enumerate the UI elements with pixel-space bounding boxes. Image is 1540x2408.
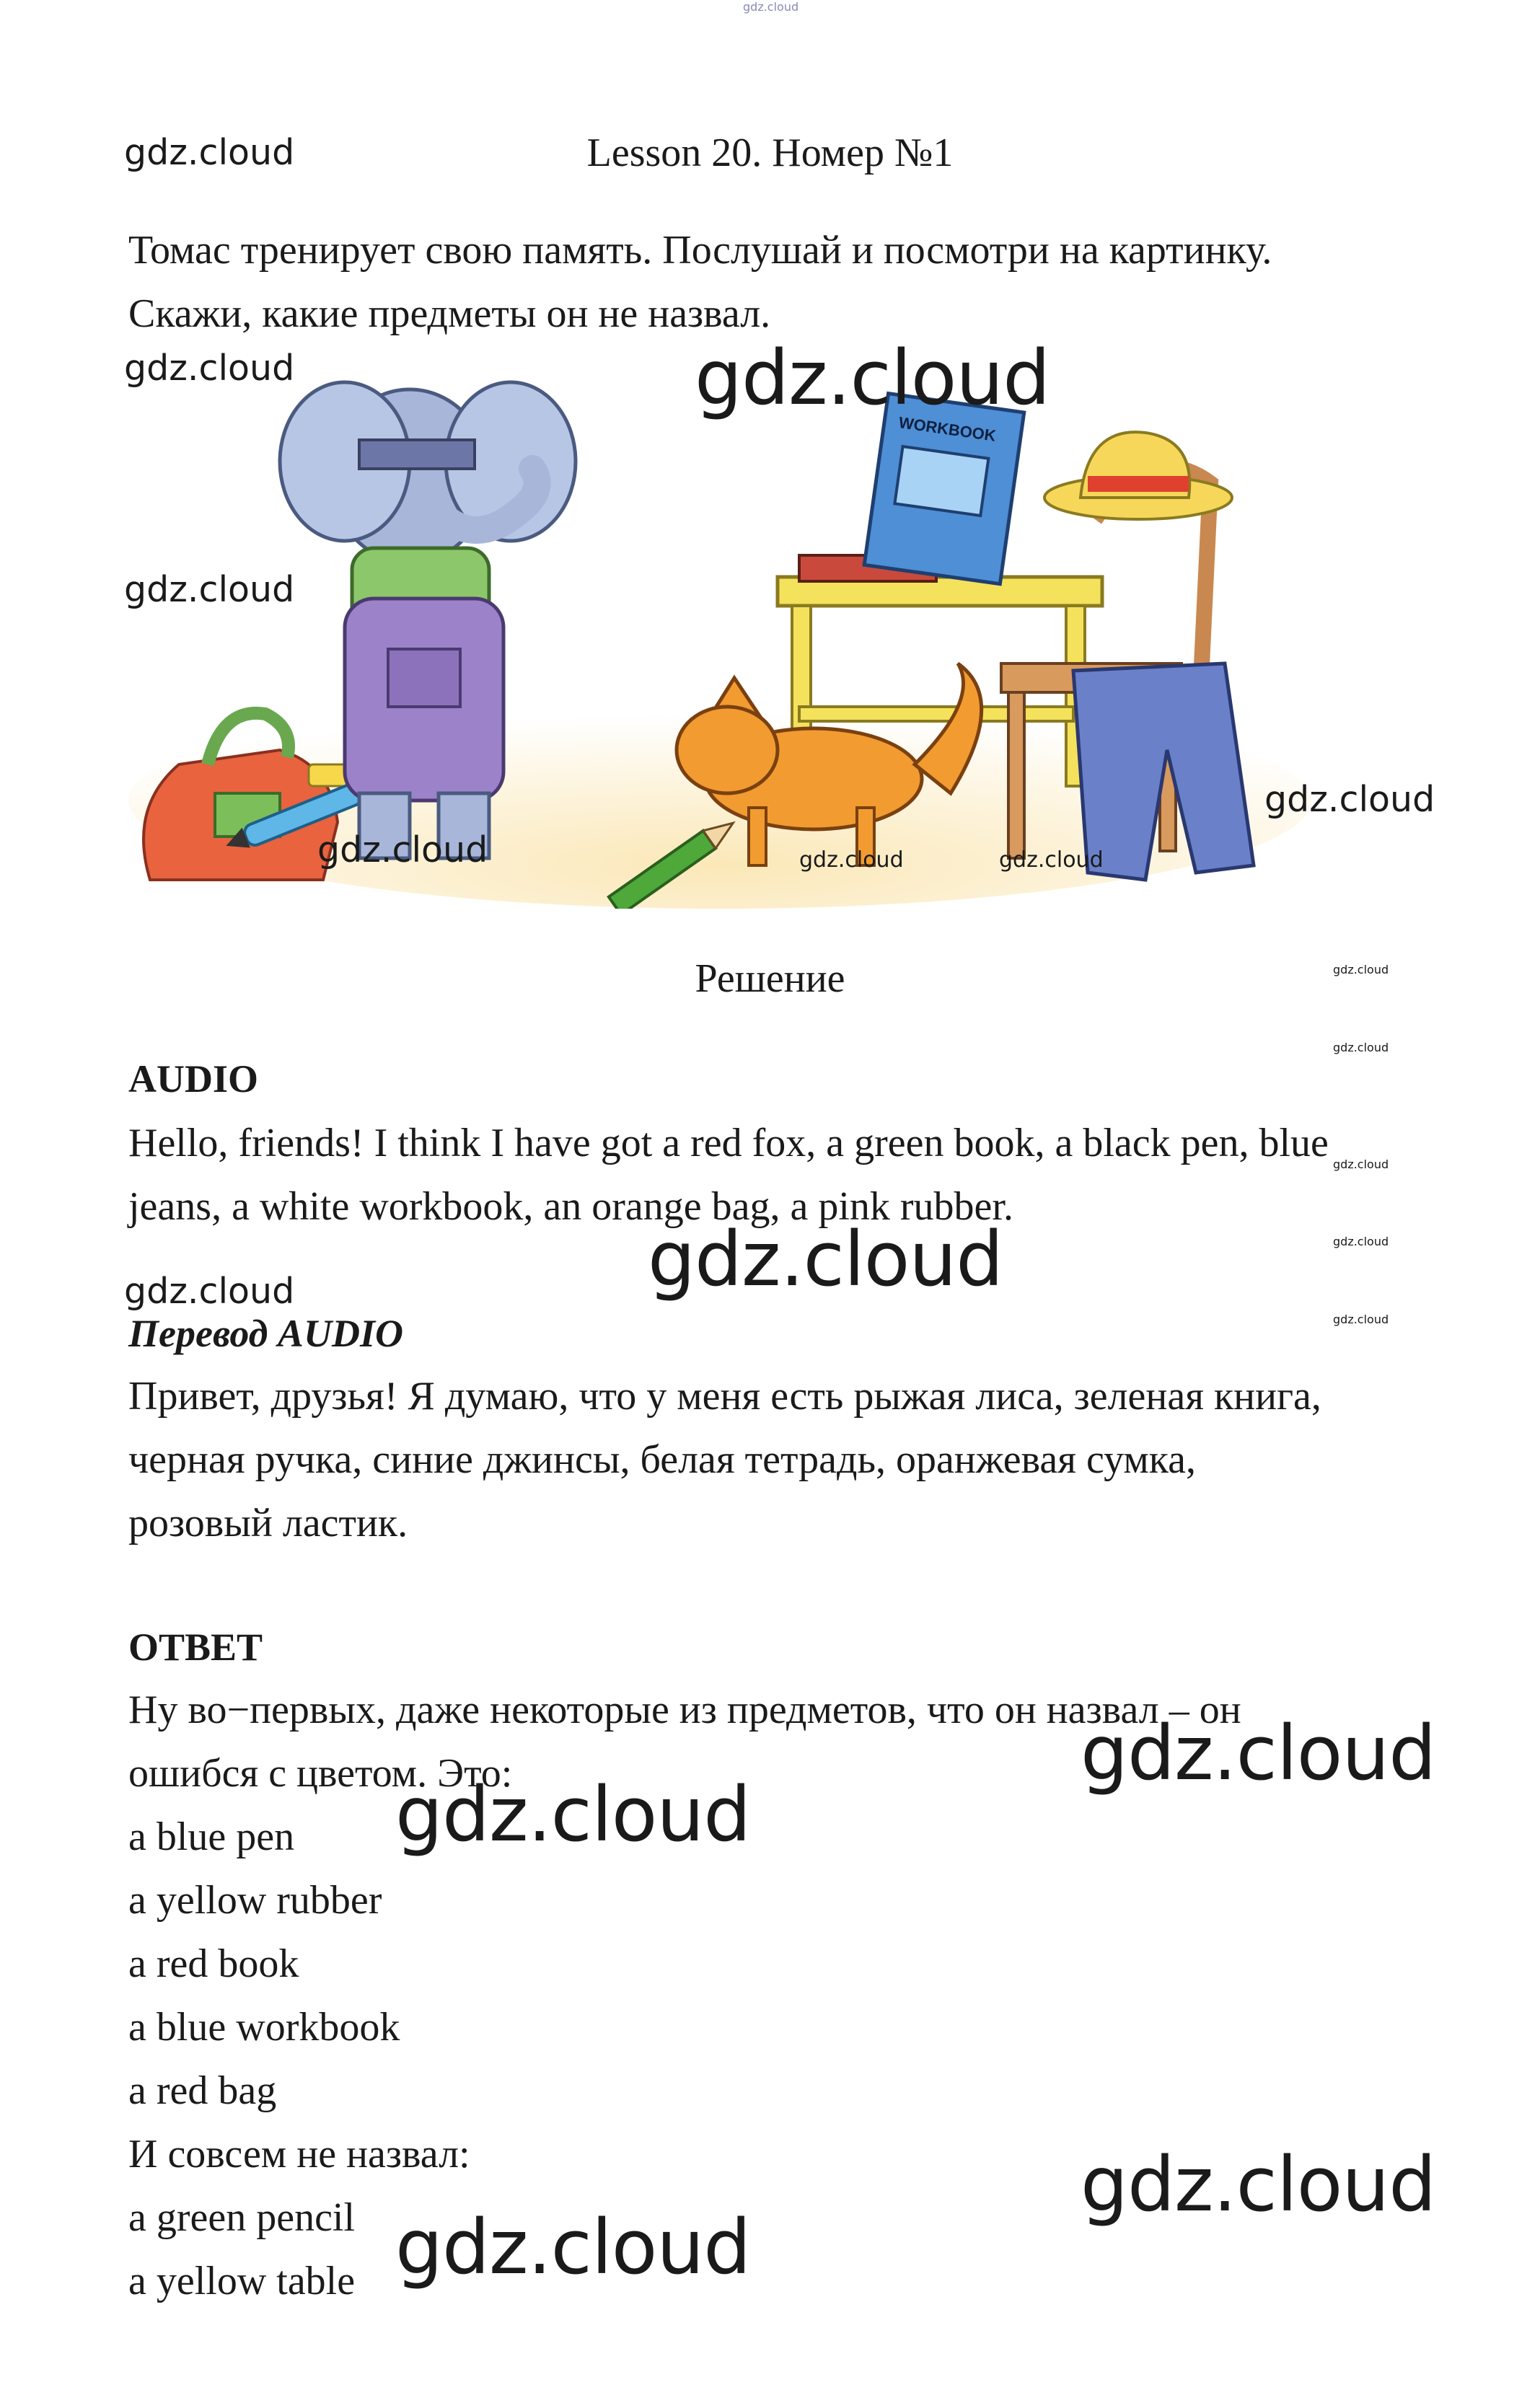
- audio-heading: AUDIO: [128, 1057, 259, 1101]
- solution-heading: Решение: [695, 956, 845, 1001]
- workbook-icon: [864, 394, 1024, 584]
- watermark: gdz.cloud: [1333, 963, 1389, 976]
- answer-item: a yellow table: [128, 2259, 356, 2303]
- answer-item: a yellow rubber: [128, 1878, 382, 1923]
- translation-line: Привет, друзья! Я думаю, что у меня есть рыжая лиса, зеленая книга,: [128, 1374, 1321, 1419]
- watermark: gdz.cloud: [695, 334, 1050, 422]
- watermark: gdz.cloud: [395, 1770, 751, 1858]
- watermark: gdz.cloud: [124, 348, 295, 389]
- watermark: gdz.cloud: [317, 829, 488, 870]
- translation-line: розовый ластик.: [128, 1501, 408, 1545]
- watermark: gdz.cloud: [1264, 779, 1435, 820]
- translation-text: [128, 1364, 1427, 1555]
- watermark: gdz.cloud: [124, 569, 295, 610]
- watermark: gdz.cloud: [999, 847, 1104, 873]
- watermark: gdz.cloud: [1333, 1157, 1389, 1171]
- task-text: [128, 219, 1427, 345]
- answer-item: a green pencil: [128, 2195, 356, 2240]
- audio-line: Hello, friends! I think I have got a red fox, a green book, a black pen, blue: [128, 1121, 1329, 1165]
- watermark: gdz.cloud: [124, 132, 295, 173]
- answer-line: ошибся с цветом. Это:: [128, 1751, 513, 1796]
- workbook-label: WORKBOOK: [897, 413, 998, 445]
- watermark: gdz.cloud: [799, 847, 904, 873]
- watermark: gdz.cloud: [1333, 1313, 1389, 1326]
- watermark: gdz.cloud: [1333, 1041, 1389, 1054]
- not-named-label: И совсем не назвал:: [128, 2132, 470, 2177]
- watermark: gdz.cloud: [1081, 2140, 1436, 2228]
- watermark: gdz.cloud: [395, 2203, 751, 2291]
- translation-line: черная ручка, синие джинсы, белая тетрадь, оранжевая сумка,: [128, 1437, 1196, 1482]
- task-line: Скажи, какие предметы он не назвал.: [128, 291, 771, 336]
- lesson-illustration: [128, 361, 1311, 909]
- answer-item: a red book: [128, 1941, 299, 1986]
- page-title: Lesson 20. Номер №1: [586, 131, 954, 175]
- answer-item: a red bag: [128, 2068, 277, 2113]
- answer-heading: ОТВЕТ: [128, 1626, 263, 1669]
- watermark: gdz.cloud: [1333, 1235, 1389, 1248]
- task-line: Томас тренирует свою память. Послушай и посмотри на картинку.: [128, 228, 1272, 273]
- answer-line: Ну во−первых, даже некоторые из предметов, что он назвал – он: [128, 1688, 1241, 1732]
- illustration: [128, 361, 1311, 909]
- translation-heading: Перевод AUDIO: [128, 1312, 403, 1355]
- top-watermark: gdz.cloud: [743, 0, 799, 14]
- answer-item: a blue workbook: [128, 2005, 400, 2050]
- audio-line: jeans, a white workbook, an orange bag, a pink rubber.: [128, 1184, 1013, 1229]
- watermark: gdz.cloud: [648, 1215, 1003, 1303]
- answer-item: a blue pen: [128, 1814, 295, 1859]
- watermark: gdz.cloud: [124, 1271, 295, 1312]
- watermark: gdz.cloud: [1081, 1709, 1436, 1797]
